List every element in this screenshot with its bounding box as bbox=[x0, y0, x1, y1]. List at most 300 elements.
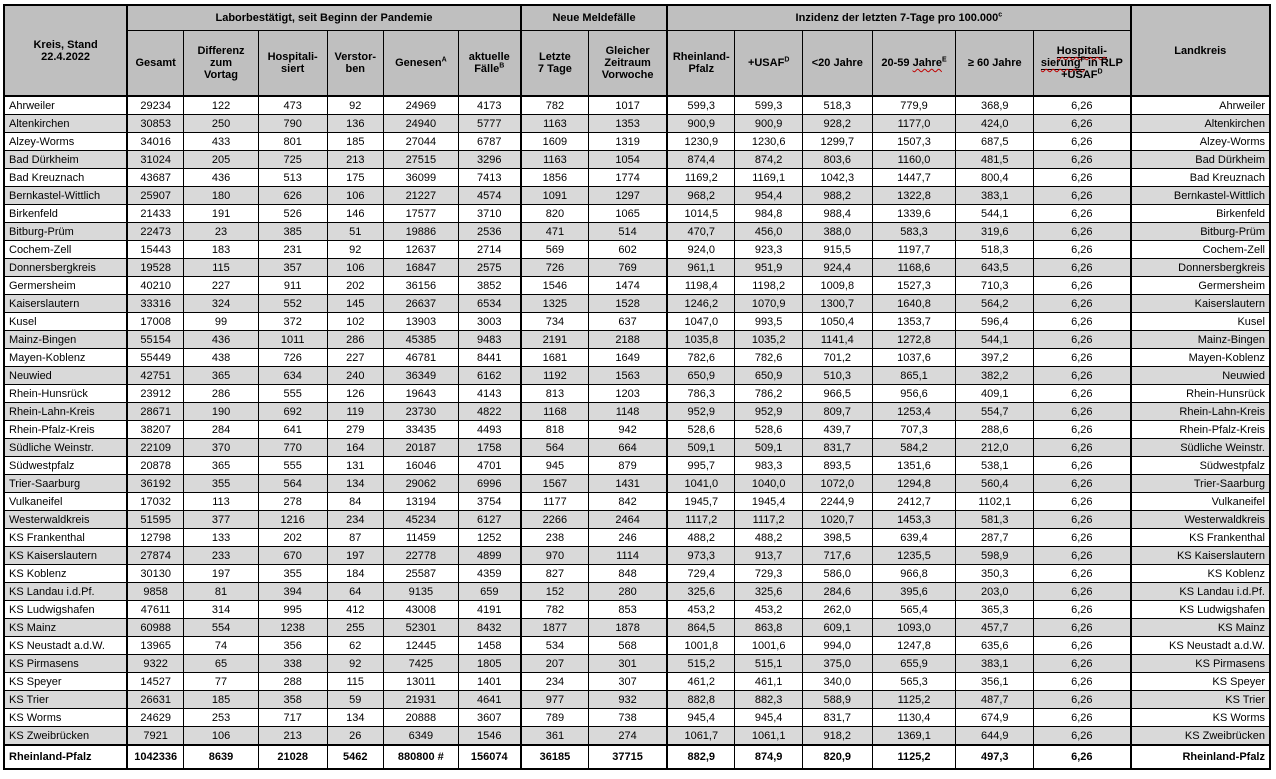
table-row bbox=[4, 151, 1270, 169]
value-cell: 43008 bbox=[384, 601, 459, 619]
landkreis-cell: KS Neustadt a.d.W. bbox=[1131, 637, 1270, 655]
value-cell: 397,2 bbox=[956, 349, 1034, 367]
value-cell: 180 bbox=[184, 187, 259, 205]
landkreis-cell: Birkenfeld bbox=[1131, 205, 1270, 223]
value-cell: 1528 bbox=[588, 295, 667, 313]
value-cell: 383,1 bbox=[956, 187, 1034, 205]
value-cell: 1042336 bbox=[127, 745, 184, 769]
value-cell: 27044 bbox=[384, 133, 459, 151]
value-cell: 1050,4 bbox=[802, 313, 872, 331]
value-cell: 42751 bbox=[127, 367, 184, 385]
value-cell: 1805 bbox=[458, 655, 521, 673]
value-cell: 6,26 bbox=[1034, 205, 1131, 223]
landkreis-cell: Bad Kreuznach bbox=[1131, 169, 1270, 187]
value-cell: 1230,9 bbox=[667, 133, 735, 151]
value-cell: 17577 bbox=[384, 205, 459, 223]
col-20-59-jahre: 20-59 Jahre$^E$ bbox=[872, 31, 956, 97]
value-cell: 36099 bbox=[384, 169, 459, 187]
value-cell: 12798 bbox=[127, 529, 184, 547]
value-cell: 65 bbox=[184, 655, 259, 673]
kreis-cell: Bad Dürkheim bbox=[4, 151, 127, 169]
value-cell: 5462 bbox=[327, 745, 384, 769]
kreis-cell: KS Pirmasens bbox=[4, 655, 127, 673]
landkreis-cell: Rhein-Pfalz-Kreis bbox=[1131, 421, 1270, 439]
value-cell: 152 bbox=[521, 583, 589, 601]
value-cell: 36156 bbox=[384, 277, 459, 295]
kreis-cell: KS Zweibrücken bbox=[4, 727, 127, 746]
value-cell: 637 bbox=[588, 313, 667, 331]
value-cell: 509,1 bbox=[667, 439, 735, 457]
value-cell: 6,26 bbox=[1034, 637, 1131, 655]
value-cell: 1325 bbox=[521, 295, 589, 313]
table-row bbox=[4, 565, 1270, 583]
value-cell: 190 bbox=[184, 403, 259, 421]
value-cell: 19528 bbox=[127, 259, 184, 277]
value-cell: 365 bbox=[184, 367, 259, 385]
value-cell: 34016 bbox=[127, 133, 184, 151]
value-cell: 1339,6 bbox=[872, 205, 956, 223]
value-cell: 5777 bbox=[458, 115, 521, 133]
value-cell: 394 bbox=[258, 583, 327, 601]
table-row bbox=[4, 421, 1270, 439]
landkreis-cell: KS Landau i.d.Pf. bbox=[1131, 583, 1270, 601]
value-cell: 526 bbox=[258, 205, 327, 223]
value-cell: 4191 bbox=[458, 601, 521, 619]
landkreis-cell: Trier-Saarburg bbox=[1131, 475, 1270, 493]
value-cell: 900,9 bbox=[667, 115, 735, 133]
value-cell: 2244,9 bbox=[802, 493, 872, 511]
value-cell: 2266 bbox=[521, 511, 589, 529]
value-cell: 900,9 bbox=[735, 115, 803, 133]
value-cell: 33435 bbox=[384, 421, 459, 439]
landkreis-cell: KS Zweibrücken bbox=[1131, 727, 1270, 746]
value-cell: 928,2 bbox=[802, 115, 872, 133]
value-cell: 1401 bbox=[458, 673, 521, 691]
kreis-cell: Alzey-Worms bbox=[4, 133, 127, 151]
value-cell: 586,0 bbox=[802, 565, 872, 583]
value-cell: 6787 bbox=[458, 133, 521, 151]
value-cell: 255 bbox=[327, 619, 384, 637]
value-cell: 769 bbox=[588, 259, 667, 277]
kreis-cell: KS Ludwigshafen bbox=[4, 601, 127, 619]
value-cell: 803,6 bbox=[802, 151, 872, 169]
value-cell: 1020,7 bbox=[802, 511, 872, 529]
value-cell: 6534 bbox=[458, 295, 521, 313]
value-cell: 882,9 bbox=[667, 745, 735, 769]
value-cell: 377 bbox=[184, 511, 259, 529]
value-cell: 1945,4 bbox=[735, 493, 803, 511]
value-cell: 6,26 bbox=[1034, 655, 1131, 673]
value-cell: 983,3 bbox=[735, 457, 803, 475]
value-cell: 1230,6 bbox=[735, 133, 803, 151]
value-cell: 1070,9 bbox=[735, 295, 803, 313]
value-cell: 707,3 bbox=[872, 421, 956, 439]
value-cell: 984,8 bbox=[735, 205, 803, 223]
kreis-cell: KS Neustadt a.d.W. bbox=[4, 637, 127, 655]
value-cell: 879 bbox=[588, 457, 667, 475]
value-cell: 1169,1 bbox=[735, 169, 803, 187]
value-cell: 233 bbox=[184, 547, 259, 565]
value-cell: 2536 bbox=[458, 223, 521, 241]
value-cell: 45234 bbox=[384, 511, 459, 529]
value-cell: 510,3 bbox=[802, 367, 872, 385]
value-cell: 3710 bbox=[458, 205, 521, 223]
value-cell: 1474 bbox=[588, 277, 667, 295]
value-cell: 1272,8 bbox=[872, 331, 956, 349]
value-cell: 436 bbox=[184, 169, 259, 187]
value-cell: 23730 bbox=[384, 403, 459, 421]
value-cell: 133 bbox=[184, 529, 259, 547]
kreis-cell: KS Worms bbox=[4, 709, 127, 727]
value-cell: 565,4 bbox=[872, 601, 956, 619]
value-cell: 942 bbox=[588, 421, 667, 439]
value-cell: 687,5 bbox=[956, 133, 1034, 151]
kreis-cell: Bitburg-Prüm bbox=[4, 223, 127, 241]
value-cell: 238 bbox=[521, 529, 589, 547]
table-row bbox=[4, 673, 1270, 691]
value-cell: 1546 bbox=[521, 277, 589, 295]
value-cell: 6,26 bbox=[1034, 349, 1131, 367]
value-cell: 692 bbox=[258, 403, 327, 421]
value-cell: 609,1 bbox=[802, 619, 872, 637]
value-cell: 3003 bbox=[458, 313, 521, 331]
value-cell: 1130,4 bbox=[872, 709, 956, 727]
value-cell: 453,2 bbox=[735, 601, 803, 619]
landkreis-cell: Bitburg-Prüm bbox=[1131, 223, 1270, 241]
value-cell: 6,26 bbox=[1034, 313, 1131, 331]
value-cell: 6,26 bbox=[1034, 709, 1131, 727]
kreis-cell: Westerwaldkreis bbox=[4, 511, 127, 529]
table-row bbox=[4, 655, 1270, 673]
value-cell: 588,9 bbox=[802, 691, 872, 709]
value-cell: 356,1 bbox=[956, 673, 1034, 691]
value-cell: 626 bbox=[258, 187, 327, 205]
value-cell: 554 bbox=[184, 619, 259, 637]
value-cell: 1141,4 bbox=[802, 331, 872, 349]
kreis-stand-header bbox=[4, 5, 127, 96]
value-cell: 470,7 bbox=[667, 223, 735, 241]
value-cell: 6,26 bbox=[1034, 115, 1131, 133]
table-row bbox=[4, 133, 1270, 151]
value-cell: 4574 bbox=[458, 187, 521, 205]
value-cell: 46781 bbox=[384, 349, 459, 367]
value-cell: 36185 bbox=[521, 745, 589, 769]
value-cell: 564,2 bbox=[956, 295, 1034, 313]
value-cell: 827 bbox=[521, 565, 589, 583]
kreis-cell: Südwestpfalz bbox=[4, 457, 127, 475]
value-cell: 12637 bbox=[384, 241, 459, 259]
value-cell: 995 bbox=[258, 601, 327, 619]
value-cell: 106 bbox=[327, 259, 384, 277]
table-row bbox=[4, 241, 1270, 259]
value-cell: 1369,1 bbox=[872, 727, 956, 746]
value-cell: 800,4 bbox=[956, 169, 1034, 187]
value-cell: 726 bbox=[258, 349, 327, 367]
value-cell: 324 bbox=[184, 295, 259, 313]
value-cell: 234 bbox=[521, 673, 589, 691]
value-cell: 22473 bbox=[127, 223, 184, 241]
value-cell: 395,6 bbox=[872, 583, 956, 601]
total-row bbox=[4, 745, 1270, 769]
value-cell: 717 bbox=[258, 709, 327, 727]
value-cell: 81 bbox=[184, 583, 259, 601]
value-cell: 1640,8 bbox=[872, 295, 956, 313]
value-cell: 945,4 bbox=[735, 709, 803, 727]
value-cell: 21433 bbox=[127, 205, 184, 223]
value-cell: 977 bbox=[521, 691, 589, 709]
landkreis-cell: Rheinland-Pfalz bbox=[1131, 745, 1270, 769]
value-cell: 21227 bbox=[384, 187, 459, 205]
value-cell: 17008 bbox=[127, 313, 184, 331]
landkreis-cell: Altenkirchen bbox=[1131, 115, 1270, 133]
landkreis-cell: Donnersbergkreis bbox=[1131, 259, 1270, 277]
value-cell: 279 bbox=[327, 421, 384, 439]
value-cell: 1017 bbox=[588, 96, 667, 115]
kreis-cell: KS Speyer bbox=[4, 673, 127, 691]
col-genesen: Genesen$^A$ bbox=[384, 31, 459, 97]
value-cell: 6,26 bbox=[1034, 619, 1131, 637]
value-cell: 1040,0 bbox=[735, 475, 803, 493]
value-cell: 24629 bbox=[127, 709, 184, 727]
value-cell: 99 bbox=[184, 313, 259, 331]
value-cell: 246 bbox=[588, 529, 667, 547]
value-cell: 569 bbox=[521, 241, 589, 259]
value-cell: 1294,8 bbox=[872, 475, 956, 493]
value-cell: 1061,1 bbox=[735, 727, 803, 746]
value-cell: 1238 bbox=[258, 619, 327, 637]
value-cell: 278 bbox=[258, 493, 327, 511]
value-cell: 6,26 bbox=[1034, 259, 1131, 277]
value-cell: 43687 bbox=[127, 169, 184, 187]
value-cell: 1235,5 bbox=[872, 547, 956, 565]
value-cell: 782 bbox=[521, 96, 589, 115]
value-cell: 864,5 bbox=[667, 619, 735, 637]
group-laborbestaetigt: Laborbestätigt, seit Beginn der Pandemie bbox=[127, 5, 521, 31]
value-cell: 820,9 bbox=[802, 745, 872, 769]
value-cell: 809,7 bbox=[802, 403, 872, 421]
value-cell: 2575 bbox=[458, 259, 521, 277]
value-cell: 1527,3 bbox=[872, 277, 956, 295]
value-cell: 729,4 bbox=[667, 565, 735, 583]
value-cell: 6,26 bbox=[1034, 277, 1131, 295]
value-cell: 487,7 bbox=[956, 691, 1034, 709]
value-cell: 40210 bbox=[127, 277, 184, 295]
value-cell: 1065 bbox=[588, 205, 667, 223]
value-cell: 453,2 bbox=[667, 601, 735, 619]
landkreis-cell: Südwestpfalz bbox=[1131, 457, 1270, 475]
value-cell: 30853 bbox=[127, 115, 184, 133]
value-cell: 6,26 bbox=[1034, 565, 1131, 583]
value-cell: 6,26 bbox=[1034, 691, 1131, 709]
value-cell: 1447,7 bbox=[872, 169, 956, 187]
value-cell: 710,3 bbox=[956, 277, 1034, 295]
value-cell: 865,1 bbox=[872, 367, 956, 385]
value-cell: 515,2 bbox=[667, 655, 735, 673]
landkreis-cell: Rhein-Hunsrück bbox=[1131, 385, 1270, 403]
value-cell: 134 bbox=[327, 475, 384, 493]
value-cell: 29234 bbox=[127, 96, 184, 115]
landkreis-cell: KS Trier bbox=[1131, 691, 1270, 709]
landkreis-cell: KS Speyer bbox=[1131, 673, 1270, 691]
value-cell: 2714 bbox=[458, 241, 521, 259]
value-cell: 599,3 bbox=[735, 96, 803, 115]
value-cell: 102 bbox=[327, 313, 384, 331]
value-cell: 641 bbox=[258, 421, 327, 439]
value-cell: 544,1 bbox=[956, 205, 1034, 223]
col-unter-20-jahre: <20 Jahre bbox=[802, 31, 872, 97]
col-letzte-7-tage: Letzte 7 Tage bbox=[521, 31, 589, 97]
kreis-cell: Mayen-Koblenz bbox=[4, 349, 127, 367]
value-cell: 314 bbox=[184, 601, 259, 619]
value-cell: 438 bbox=[184, 349, 259, 367]
value-cell: 24969 bbox=[384, 96, 459, 115]
value-cell: 456,0 bbox=[735, 223, 803, 241]
value-cell: 356 bbox=[258, 637, 327, 655]
value-cell: 191 bbox=[184, 205, 259, 223]
value-cell: 9483 bbox=[458, 331, 521, 349]
value-cell: 993,5 bbox=[735, 313, 803, 331]
value-cell: 31024 bbox=[127, 151, 184, 169]
value-cell: 398,5 bbox=[802, 529, 872, 547]
table-row bbox=[4, 529, 1270, 547]
value-cell: 497,3 bbox=[956, 745, 1034, 769]
landkreis-cell: Südliche Weinstr. bbox=[1131, 439, 1270, 457]
value-cell: 301 bbox=[588, 655, 667, 673]
landkreis-cell: Germersheim bbox=[1131, 277, 1270, 295]
value-cell: 1041,0 bbox=[667, 475, 735, 493]
landkreis-cell: Cochem-Zell bbox=[1131, 241, 1270, 259]
value-cell: 36192 bbox=[127, 475, 184, 493]
value-cell: 1009,8 bbox=[802, 277, 872, 295]
value-cell: 786,3 bbox=[667, 385, 735, 403]
kreis-cell: Ahrweiler bbox=[4, 96, 127, 115]
value-cell: 538,1 bbox=[956, 457, 1034, 475]
value-cell: 17032 bbox=[127, 493, 184, 511]
value-cell: 92 bbox=[327, 655, 384, 673]
value-cell: 1148 bbox=[588, 403, 667, 421]
table-header bbox=[4, 5, 1270, 96]
value-cell: 16046 bbox=[384, 457, 459, 475]
value-cell: 55449 bbox=[127, 349, 184, 367]
value-cell: 13194 bbox=[384, 493, 459, 511]
value-cell: 286 bbox=[327, 331, 384, 349]
value-cell: 4701 bbox=[458, 457, 521, 475]
value-cell: 481,5 bbox=[956, 151, 1034, 169]
value-cell: 1035,2 bbox=[735, 331, 803, 349]
value-cell: 945 bbox=[521, 457, 589, 475]
value-cell: 1042,3 bbox=[802, 169, 872, 187]
value-cell: 325,6 bbox=[735, 583, 803, 601]
value-cell: 6349 bbox=[384, 727, 459, 746]
value-cell: 26 bbox=[327, 727, 384, 746]
landkreis-cell: KS Mainz bbox=[1131, 619, 1270, 637]
kreis-cell: Donnersbergkreis bbox=[4, 259, 127, 277]
value-cell: 6,26 bbox=[1034, 673, 1131, 691]
value-cell: 1177 bbox=[521, 493, 589, 511]
value-cell: 1856 bbox=[521, 169, 589, 187]
value-cell: 21028 bbox=[258, 745, 327, 769]
value-cell: 1125,2 bbox=[872, 745, 956, 769]
value-cell: 911 bbox=[258, 277, 327, 295]
value-cell: 1878 bbox=[588, 619, 667, 637]
table-row bbox=[4, 367, 1270, 385]
value-cell: 288,6 bbox=[956, 421, 1034, 439]
value-cell: 954,4 bbox=[735, 187, 803, 205]
value-cell: 412 bbox=[327, 601, 384, 619]
value-cell: 29062 bbox=[384, 475, 459, 493]
value-cell: 7425 bbox=[384, 655, 459, 673]
value-cell: 564 bbox=[258, 475, 327, 493]
value-cell: 1300,7 bbox=[802, 295, 872, 313]
landkreis-cell: KS Frankenthal bbox=[1131, 529, 1270, 547]
value-cell: 4822 bbox=[458, 403, 521, 421]
value-cell: 6,26 bbox=[1034, 187, 1131, 205]
value-cell: 813 bbox=[521, 385, 589, 403]
value-cell: 913,7 bbox=[735, 547, 803, 565]
value-cell: 146 bbox=[327, 205, 384, 223]
value-cell: 461,2 bbox=[667, 673, 735, 691]
value-cell: 4493 bbox=[458, 421, 521, 439]
landkreis-cell: Alzey-Worms bbox=[1131, 133, 1270, 151]
covid-incidence-table bbox=[3, 4, 1271, 770]
value-cell: 782,6 bbox=[667, 349, 735, 367]
value-cell: 92 bbox=[327, 241, 384, 259]
value-cell: 956,6 bbox=[872, 385, 956, 403]
value-cell: 84 bbox=[327, 493, 384, 511]
kreis-cell: Vulkaneifel bbox=[4, 493, 127, 511]
value-cell: 1246,2 bbox=[667, 295, 735, 313]
landkreis-cell: KS Ludwigshafen bbox=[1131, 601, 1270, 619]
value-cell: 644,9 bbox=[956, 727, 1034, 746]
value-cell: 12445 bbox=[384, 637, 459, 655]
value-cell: 509,1 bbox=[735, 439, 803, 457]
value-cell: 1299,7 bbox=[802, 133, 872, 151]
value-cell: 338 bbox=[258, 655, 327, 673]
table-footer bbox=[4, 745, 1270, 769]
value-cell: 20878 bbox=[127, 457, 184, 475]
value-cell: 598,9 bbox=[956, 547, 1034, 565]
value-cell: 185 bbox=[184, 691, 259, 709]
value-cell: 988,4 bbox=[802, 205, 872, 223]
value-cell: 203,0 bbox=[956, 583, 1034, 601]
value-cell: 801 bbox=[258, 133, 327, 151]
value-cell: 106 bbox=[184, 727, 259, 746]
value-cell: 15443 bbox=[127, 241, 184, 259]
value-cell: 583,3 bbox=[872, 223, 956, 241]
value-cell: 286 bbox=[184, 385, 259, 403]
kreis-header-date: 22.4.2022 bbox=[41, 50, 91, 63]
value-cell: 375,0 bbox=[802, 655, 872, 673]
value-cell: 513 bbox=[258, 169, 327, 187]
kreis-cell: KS Trier bbox=[4, 691, 127, 709]
value-cell: 87 bbox=[327, 529, 384, 547]
value-cell: 995,7 bbox=[667, 457, 735, 475]
value-cell: 1247,8 bbox=[872, 637, 956, 655]
value-cell: 951,9 bbox=[735, 259, 803, 277]
value-cell: 439,7 bbox=[802, 421, 872, 439]
kreis-cell: KS Landau i.d.Pf. bbox=[4, 583, 127, 601]
value-cell: 738 bbox=[588, 709, 667, 727]
value-cell: 25907 bbox=[127, 187, 184, 205]
value-cell: 782,6 bbox=[735, 349, 803, 367]
landkreis-cell: Bernkastel-Wittlich bbox=[1131, 187, 1270, 205]
col-rheinland-pfalz: Rheinland- Pfalz bbox=[667, 31, 735, 97]
kreis-cell: Cochem-Zell bbox=[4, 241, 127, 259]
value-cell: 365 bbox=[184, 457, 259, 475]
value-cell: 134 bbox=[327, 709, 384, 727]
value-cell: 227 bbox=[184, 277, 259, 295]
col-ab-60-jahre: ≥ 60 Jahre bbox=[956, 31, 1034, 97]
